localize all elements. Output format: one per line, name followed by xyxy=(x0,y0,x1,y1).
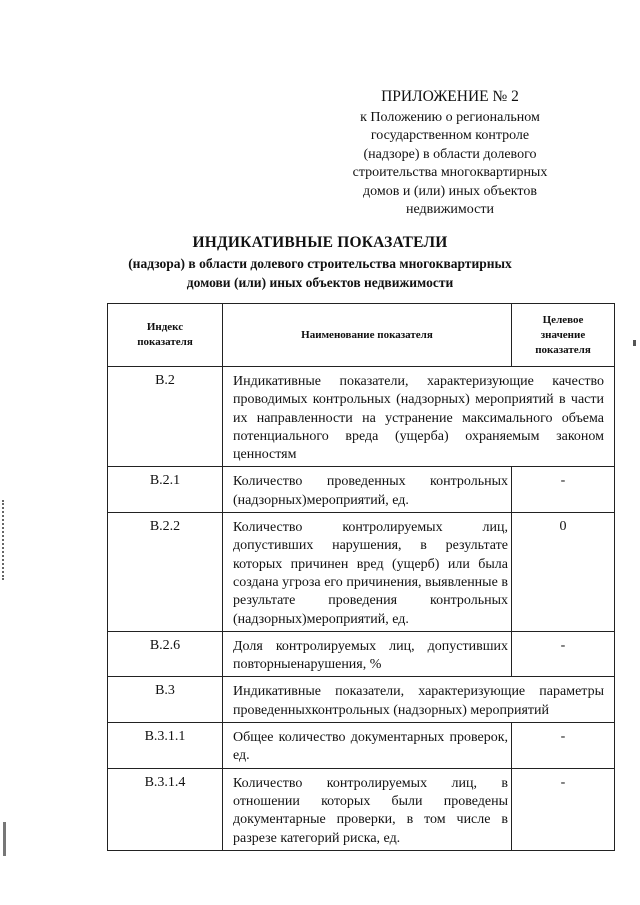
row-index: В.3 xyxy=(108,677,223,723)
document-title: ИНДИКАТИВНЫЕ ПОКАЗАТЕЛИ xyxy=(192,234,448,251)
row-target: - xyxy=(512,768,615,850)
header-name: Наименование показателя xyxy=(223,304,512,367)
appendix-number: ПРИЛОЖЕНИЕ № 2 xyxy=(381,88,519,105)
row-name: Доля контролируемых лиц, допустивших повторныенарушения, % xyxy=(223,631,512,677)
table-row xyxy=(108,513,615,632)
row-name: Индикативные показатели, характеризующие параметры проведенныхконтрольных (надзорных) мероприятий xyxy=(223,677,615,723)
table-row xyxy=(108,723,615,769)
row-name: Количество контролируемых лиц, в отношении которых были проведены документарные проверки, в том числе в разрезе категорий риска, ед. xyxy=(223,768,512,850)
document-subtitle: (надзора) в области долевого строительства многоквартирных домови (или) иных объектов недвижимости xyxy=(128,256,512,290)
table-row xyxy=(108,768,615,850)
title-block xyxy=(0,234,640,292)
appendix-block xyxy=(330,88,570,220)
table-row xyxy=(108,367,615,467)
row-name: Количество проведенных контрольных (надзорных)мероприятий, ед. xyxy=(223,467,512,513)
table-header-row xyxy=(108,304,615,367)
appendix-caption: к Положению о региональном государственном контроле (надзоре) в области долевого строительства многоквартирных домов и (или) иных объектов недвижимости xyxy=(352,109,548,217)
row-target: - xyxy=(512,467,615,513)
row-index: В.2 xyxy=(108,367,223,467)
row-name: Общее количество документарных проверок, ед. xyxy=(223,723,512,769)
row-index: В.3.1.1 xyxy=(108,723,223,769)
row-index: В.2.6 xyxy=(108,631,223,677)
row-index: В.3.1.4 xyxy=(108,768,223,850)
indicators-table xyxy=(107,303,615,851)
table-row xyxy=(108,467,615,513)
scan-right-mark xyxy=(633,340,636,346)
row-name: Индикативные показатели, характеризующие качество проводимых контрольных (надзорных) мероприятий в части их направленности на устранение максимального объема потенциального вреда (ущерба) охраняемым законом ценностям xyxy=(223,367,615,467)
header-index: Индекс показателя xyxy=(108,304,223,367)
row-target: - xyxy=(512,723,615,769)
row-name: Количество контролируемых лиц, допустивших нарушения, в результате которых причинен вред (ущерб) или была создана угроза его причинения, выявленные в результате проведения контрольных (надзорных)мероприятий, ед. xyxy=(223,513,512,632)
header-target: Целевое значение показателя xyxy=(512,304,615,367)
row-target: - xyxy=(512,631,615,677)
table-row xyxy=(108,677,615,723)
row-index: В.2.1 xyxy=(108,467,223,513)
row-target: 0 xyxy=(512,513,615,632)
table-row xyxy=(108,631,615,677)
scan-edge-mark-lower xyxy=(3,822,6,856)
scan-edge-mark xyxy=(2,500,8,580)
row-index: В.2.2 xyxy=(108,513,223,632)
